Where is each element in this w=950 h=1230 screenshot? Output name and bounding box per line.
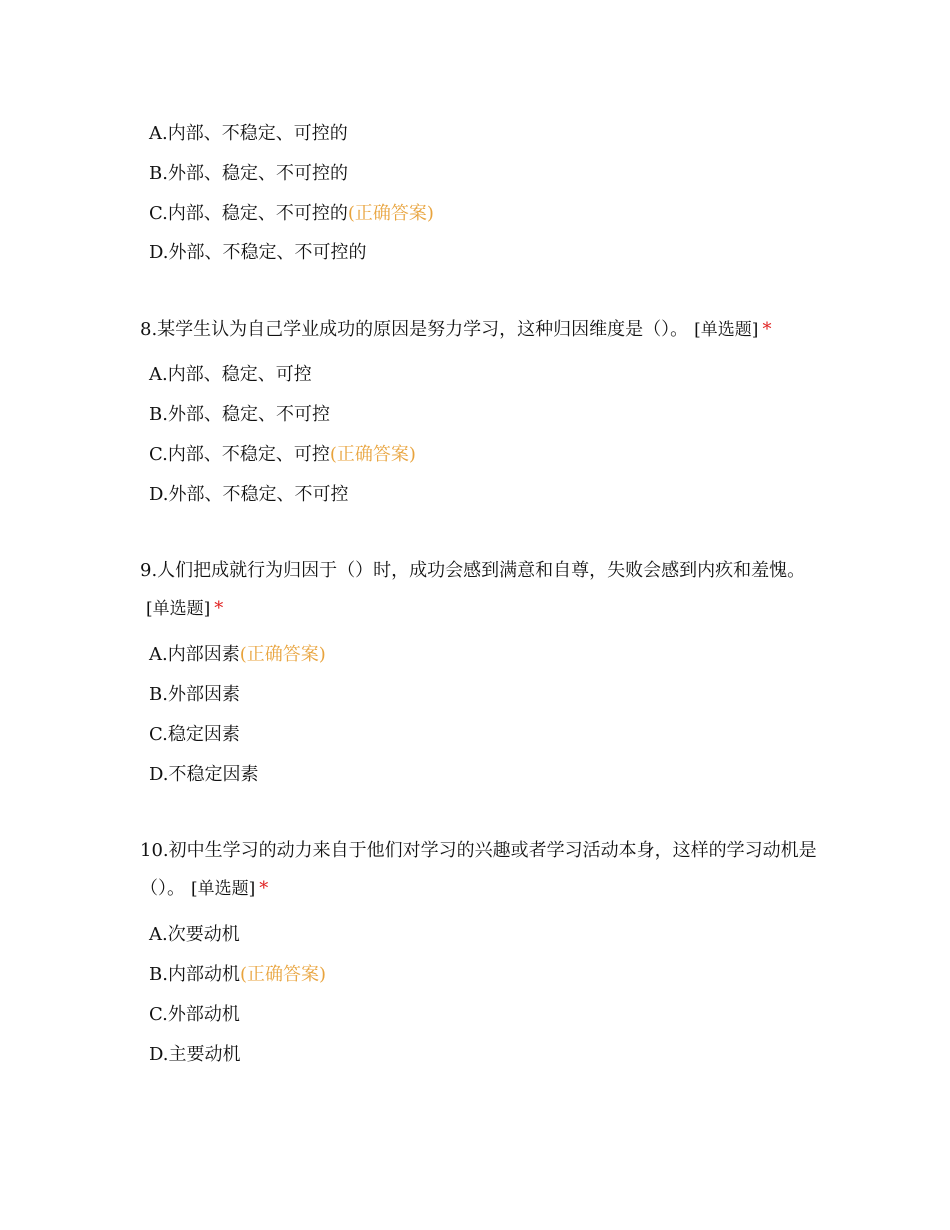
- q7-option-a-text: A.内部、不稳定、可控的: [149, 123, 348, 144]
- q9-option-a-correct-label: (正确答案): [239, 644, 326, 665]
- q7-option-c[interactable]: [149, 202, 829, 226]
- q9-option-c-text: C.稳定因素: [149, 724, 240, 745]
- q10-option-d[interactable]: [149, 1043, 829, 1067]
- q7-option-d-text: D.外部、不稳定、不可控的: [149, 242, 367, 263]
- q9-option-c[interactable]: [149, 723, 829, 747]
- q8-question-type: [单选题]: [694, 320, 759, 340]
- q8-option-d[interactable]: [149, 483, 829, 507]
- q9-question-text: 9.人们把成就行为归因于（）时，成功会感到满意和自尊，失败会感到内疚和羞愧。: [140, 560, 806, 581]
- q9-question-type: [单选题]: [146, 599, 211, 619]
- q7-option-c-correct-label: (正确答案): [347, 203, 434, 224]
- q10-option-c[interactable]: [149, 1003, 829, 1027]
- q10-option-a[interactable]: [149, 923, 829, 947]
- q10-option-d-text: D.主要动机: [149, 1044, 241, 1065]
- q9-option-b[interactable]: [149, 683, 829, 707]
- q7-option-b[interactable]: [149, 162, 829, 186]
- q8-required-mark: *: [762, 319, 772, 340]
- q8-option-c-text: C.内部、不稳定、可控: [149, 444, 330, 465]
- q10-option-b-text: B.内部动机: [149, 964, 240, 985]
- q10-question-type: [单选题]: [191, 879, 256, 899]
- q8-option-c-correct-label: (正确答案): [329, 444, 416, 465]
- q10-option-a-text: A.次要动机: [149, 924, 240, 945]
- q9-option-a[interactable]: [149, 643, 829, 667]
- q8-question-text: 8.某学生认为自己学业成功的原因是努力学习，这种归因维度是（）。: [140, 319, 689, 340]
- q9-option-d[interactable]: [149, 763, 829, 787]
- q9-title: [140, 552, 820, 628]
- q8-option-a[interactable]: [149, 363, 829, 387]
- q10-question-text: 10.初中生学习的动力来自于他们对学习的兴趣或者学习活动本身，这样的学习动机是（）。: [140, 840, 817, 899]
- q10-option-c-text: C.外部动机: [149, 1004, 240, 1025]
- q8-option-c[interactable]: [149, 443, 829, 467]
- q7-option-b-text: B.外部、稳定、不可控的: [149, 163, 348, 184]
- q7-option-a[interactable]: [149, 122, 829, 146]
- q8-option-d-text: D.外部、不稳定、不可控: [149, 484, 349, 505]
- q10-option-b[interactable]: [149, 963, 829, 987]
- q10-required-mark: *: [259, 878, 269, 899]
- q8-option-a-text: A.内部、稳定、可控: [149, 364, 312, 385]
- q9-option-d-text: D.不稳定因素: [149, 764, 259, 785]
- q7-option-c-text: C.内部、稳定、不可控的: [149, 203, 348, 224]
- q9-required-mark: *: [214, 598, 224, 619]
- q9-option-a-text: A.内部因素: [149, 644, 240, 665]
- q8-option-b[interactable]: [149, 403, 829, 427]
- q8-title: [140, 311, 820, 349]
- q10-option-b-correct-label: (正确答案): [239, 964, 326, 985]
- q7-option-d[interactable]: [149, 241, 829, 265]
- q10-title: [140, 832, 820, 908]
- q9-option-b-text: B.外部因素: [149, 684, 240, 705]
- q8-option-b-text: B.外部、稳定、不可控: [149, 404, 330, 425]
